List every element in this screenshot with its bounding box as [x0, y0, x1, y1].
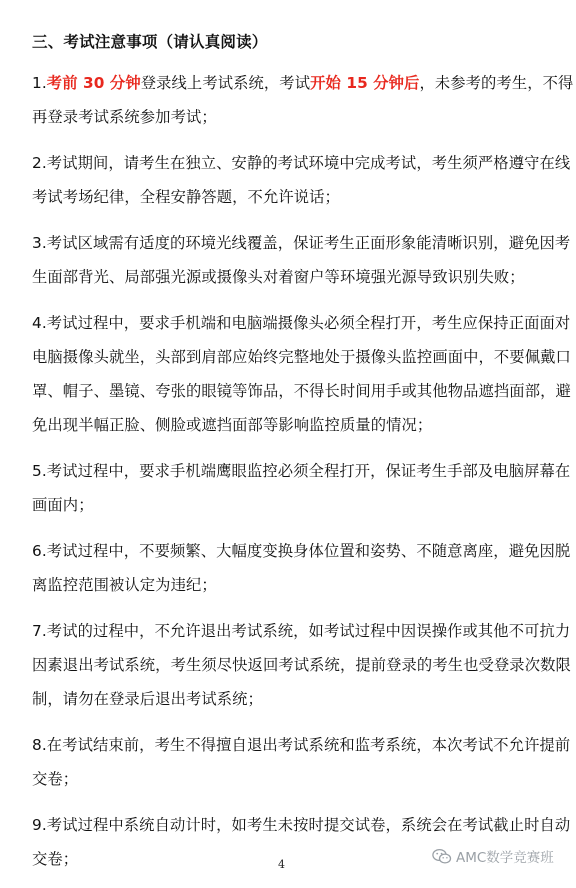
body-text: 再登录考试系统参加考试；	[32, 108, 217, 126]
notice-line	[32, 648, 571, 682]
emphasis-text: 考前 30 分钟	[46, 74, 141, 92]
notice-line	[32, 146, 571, 180]
body-text: 8.在考试结束前，考生不得擅自退出考试系统和监考系统，本次考试不允许提前	[32, 736, 571, 754]
notice-item	[32, 226, 571, 294]
body-text: 交卷；	[32, 850, 79, 868]
notice-line	[32, 340, 571, 374]
notice-line	[32, 226, 571, 260]
notice-line	[32, 534, 571, 568]
body-text: 3.考试区域需有适度的环境光线覆盖，保证考生正面形象能清晰识别，避免因考	[32, 234, 571, 252]
section-heading: 三、考试注意事项（请认真阅读）	[32, 33, 268, 51]
notice-line	[32, 808, 571, 842]
body-text: 生面部背光、局部强光源或摄像头对着窗户等环境强光源导致识别失败；	[32, 268, 525, 286]
notice-line	[32, 488, 552, 522]
watermark-text: AMC数学竞赛班	[456, 850, 554, 866]
body-text: 4.考试过程中，要求手机端和电脑端摄像头必须全程打开，考生应保持正面面对	[32, 314, 571, 332]
body-text: 5.考试过程中，要求手机端鹰眼监控必须全程打开，保证考生手部及电脑屏幕在	[32, 462, 571, 480]
notice-line	[32, 728, 571, 762]
notice-line	[32, 454, 571, 488]
page-number: 4	[278, 858, 285, 871]
body-text: 6.考试过程中，不要频繁、大幅度变换身体位置和姿势、不随意离座，避免因脱	[32, 542, 571, 560]
body-text: 因素退出考试系统，考生须尽快返回考试系统，提前登录的考生也受登录次数限	[32, 656, 571, 674]
body-text: 免出现半幅正脸、侧脸或遮挡面部等影响监控质量的情况；	[32, 416, 433, 434]
notice-list	[32, 66, 574, 888]
notice-line	[32, 66, 574, 100]
notice-item	[32, 306, 571, 442]
notice-item	[32, 534, 571, 602]
notice-line	[32, 260, 552, 294]
notice-line	[32, 614, 571, 648]
notice-line	[32, 100, 552, 134]
body-text: 电脑摄像头就坐，头部到肩部应始终完整地处于摄像头监控画面中，不要佩戴口	[32, 348, 571, 366]
body-text: 罩、帽子、墨镜、夸张的眼镜等饰品，不得长时间用手或其他物品遮挡面部，避	[32, 382, 571, 400]
watermark	[432, 846, 554, 866]
notice-line	[32, 374, 571, 408]
body-text: 9.考试过程中系统自动计时，如考生未按时提交试卷，系统会在考试截止时自动	[32, 816, 571, 834]
notice-line	[32, 408, 552, 442]
notice-line	[32, 682, 552, 716]
notice-line	[32, 762, 552, 796]
emphasis-text: 开始 15 分钟后	[310, 74, 420, 92]
notice-item	[32, 146, 571, 214]
body-text: ，未参考的考生，不得	[419, 74, 574, 92]
body-text: 交卷；	[32, 770, 79, 788]
body-text: 2.考试期间，请考生在独立、安静的考试环境中完成考试，考生须严格遵守在线	[32, 154, 571, 172]
notice-item	[32, 454, 571, 522]
notice-line	[32, 180, 552, 214]
body-text: 7.考试的过程中，不允许退出考试系统，如考试过程中因误操作或其他不可抗力	[32, 622, 571, 640]
notice-line	[32, 568, 552, 602]
wechat-icon	[432, 848, 452, 865]
notice-item	[32, 614, 571, 716]
notice-item	[32, 728, 571, 796]
body-text: 制，请勿在登录后退出考试系统；	[32, 690, 263, 708]
body-text: 离监控范围被认定为违纪；	[32, 576, 217, 594]
notice-line	[32, 306, 571, 340]
body-text: 画面内；	[32, 496, 94, 514]
body-text: 考试考场纪律，全程安静答题，不允许说话；	[32, 188, 340, 206]
body-text: 1.	[32, 74, 47, 92]
notice-item	[32, 66, 574, 134]
body-text: 登录线上考试系统，考试	[140, 74, 311, 92]
